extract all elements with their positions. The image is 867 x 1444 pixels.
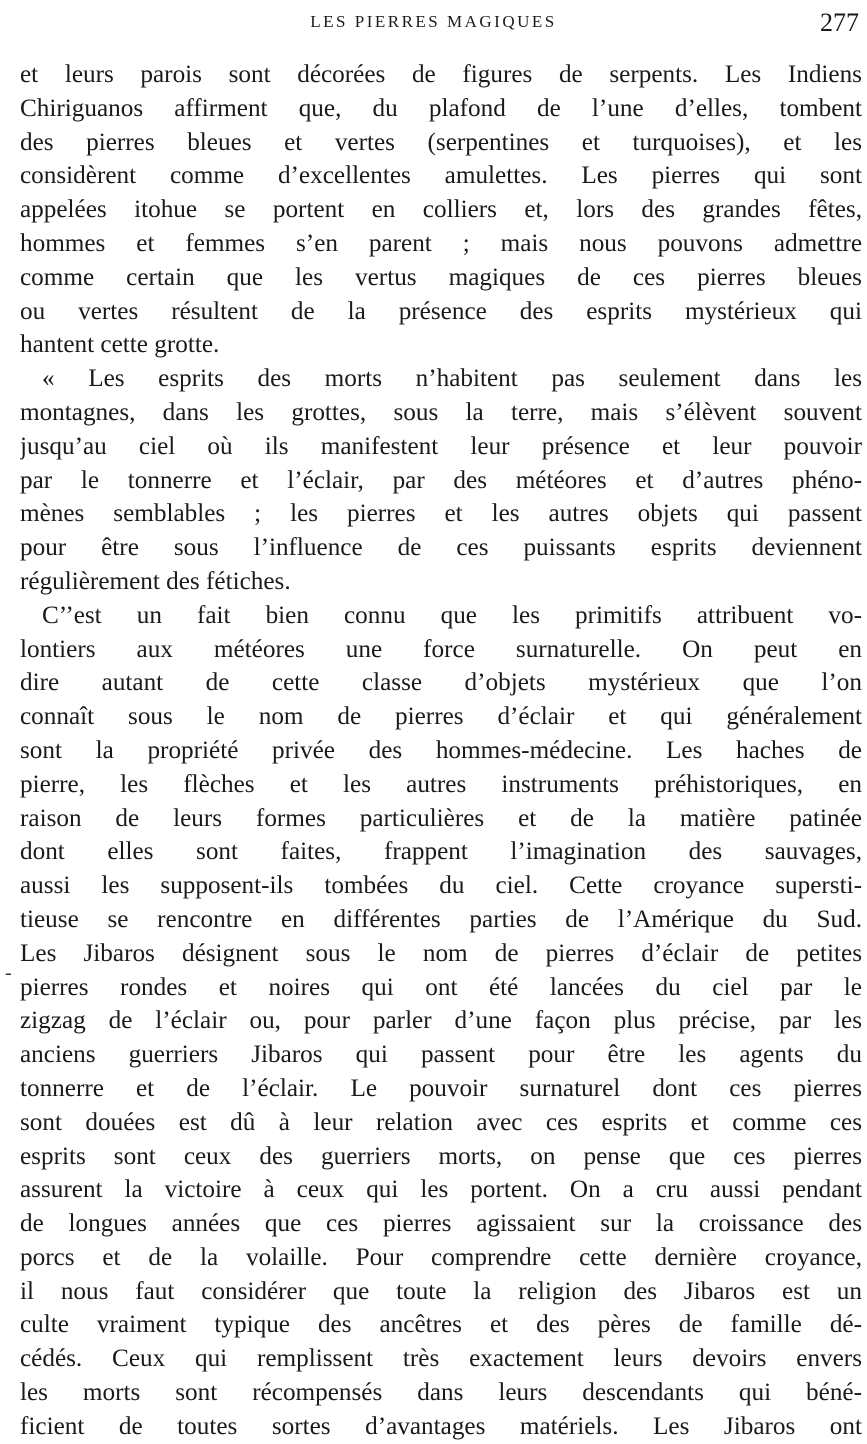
text-line: de longues années que ces pierres agissaient sur la croissance des [20,1210,862,1238]
text-line: anciens guerriers Jibaros qui passent pour être les agents du [20,1041,862,1069]
text-line: et leurs parois sont décorées de figures de serpents. Les Indiens [20,61,862,88]
text-line: mènes semblables ; les pierres et les autres objets qui passent [20,500,862,528]
text-line: lontiers aux météores une force surnaturelle. On peut en [20,635,862,663]
text-line: dire autant de cette classe d’objets mystérieux que l’on [20,669,862,697]
text-line: cédés. Ceux qui remplissent très exactement leurs devoirs envers [20,1345,862,1373]
text-line: comme certain que les vertus magiques de ces pierres bleues [20,263,862,291]
text-line: hantent cette grotte. [20,331,220,359]
text-line: il nous faut considérer que toute la religion des Jibaros est un [20,1277,862,1305]
margin-mark: - [5,962,12,984]
text-line: porcs et de la volaille. Pour comprendre cette dernière croyance, [20,1243,862,1271]
text-line: régulièrement des fétiches. [20,567,291,595]
text-line: tonnerre et de l’éclair. Le pouvoir surnaturel dont ces pierres [20,1074,862,1102]
text-line: appelées itohue se portent en colliers et, lors des grandes fêtes, [20,196,862,224]
text-line: zigzag de l’éclair ou, pour parler d’une façon plus précise, par les [20,1007,862,1035]
text-line: par le tonnerre et l’éclair, par des météores et d’autres phéno- [20,466,862,494]
text-line: pierre, les flèches et les autres instruments préhistoriques, en [20,770,862,798]
text-line: sont la propriété privée des hommes-médecine. Les haches de [20,736,862,764]
text-line: « Les esprits des morts n’habitent pas seulement dans les [42,365,862,393]
text-line: sont douées est dû à leur relation avec ces esprits et comme ces [20,1108,862,1136]
text-line: des pierres bleues et vertes (serpentines et turquoises), et les [20,128,862,156]
text-line: raison de leurs formes particulières et de la matière patinée [20,804,862,832]
text-line: les morts sont récompensés dans leurs descendants qui béné- [20,1379,862,1407]
text-line: C’’est un fait bien connu que les primitifs attribuent vo- [42,601,862,629]
text-line: considèrent comme d’excellentes amulettes. Les pierres qui sont [20,162,862,190]
text-line: hommes et femmes s’en parent ; mais nous pouvons admettre [20,229,862,257]
text-line: Les Jibaros désignent sous le nom de pierres d’éclair de petites [20,939,862,967]
text-line: connaît sous le nom de pierres d’éclair et qui généralement [20,703,862,731]
page-number: 277 [820,8,859,37]
text-line: montagnes, dans les grottes, sous la terre, mais s’élèvent souvent [20,398,862,426]
text-line: dont elles sont faites, frappent l’imagination des sauvages, [20,838,862,866]
text-line: ou vertes résultent de la présence des esprits mystérieux qui [20,297,862,325]
text-line: culte vraiment typique des ancêtres et des pères de famille dé- [20,1311,862,1339]
text-line: aussi les supposent-ils tombées du ciel. Cette croyance supersti- [20,872,862,900]
page-header [0,6,867,40]
text-line: esprits sont ceux des guerriers morts, on pense que ces pierres [20,1142,862,1170]
text-line: pierres rondes et noires qui ont été lancées du ciel par le [20,973,862,1001]
running-title: LES PIERRES MAGIQUES [310,12,557,31]
text-line: jusqu’au ciel où ils manifestent leur présence et leur pouvoir [20,432,862,460]
text-line: pour être sous l’influence de ces puissants esprits deviennent [20,534,862,562]
text-line: ficient de toutes sortes d’avantages matériels. Les Jibaros ont [20,1412,862,1440]
text-line: assurent la victoire à ceux qui les portent. On a cru aussi pendant [20,1176,862,1204]
body-text [20,58,862,1444]
text-line: Chiriguanos affirment que, du plafond de l’une d’elles, tombent [20,94,862,122]
text-line: tieuse se rencontre en différentes parties de l’Amérique du Sud. [20,905,862,933]
